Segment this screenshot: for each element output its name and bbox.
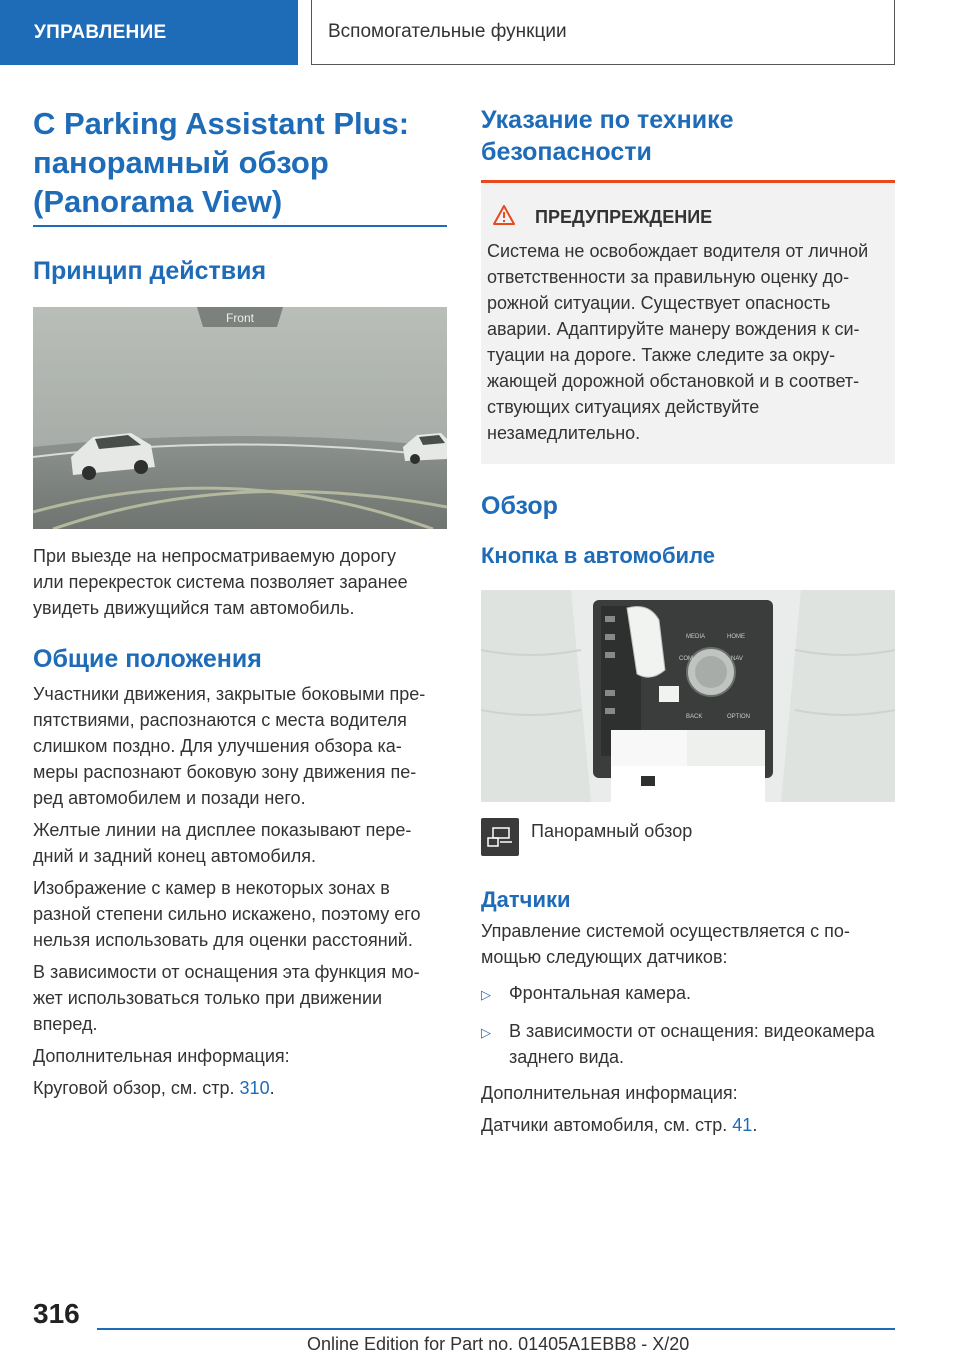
footer-rule: [97, 1328, 895, 1330]
button-legend: [481, 818, 895, 856]
general-para-3: Изображение с камер в некоторых зонах в разной степени сильно искажено, поэтому его нельзя использовать для оценки расстояний.: [33, 877, 421, 950]
button-caption: Панорамный обзор: [531, 821, 693, 841]
chapter-tab: [311, 0, 895, 65]
warning-label: ПРЕДУПРЕЖДЕНИЕ: [535, 207, 713, 227]
list-item: ▷ В зависимости от оснащения: видеокамера заднего вида.: [481, 1018, 895, 1070]
overview-heading: Обзор: [481, 492, 558, 520]
warning-text: Система не освобождает водителя от личной ответственности за правильную оценку до- рожной ситуации. Существует опасность аварии. Адаптируйте манеру вождения к си- туации на дороге. Также следите за окру- жающей дорожной обстановкой и в соответ- ствующих ситуациях действуйте незамедлительно.: [487, 241, 869, 443]
edition-text: Online Edition for Part no. 01405A1EBB8 - X/20: [307, 1334, 690, 1354]
console-back: BACK: [686, 714, 703, 720]
console-home: HOME: [727, 634, 745, 640]
section-tab: [0, 0, 298, 65]
general-para-4: В зависимости от оснащения эта функция мо- жет использоваться только при движении вперед.: [33, 961, 420, 1034]
title-line-1: С Parking Assistant Plus:: [33, 106, 410, 141]
bullet-triangle-icon: ▷: [481, 1025, 491, 1040]
title-rule: [33, 225, 447, 227]
page-link-41[interactable]: 41: [732, 1115, 753, 1135]
safety-heading: Указание по технике безопасности: [481, 106, 734, 166]
front-label: Front: [225, 310, 255, 325]
camera-view-image: [33, 307, 447, 529]
section-title: УПРАВЛЕНИЕ: [34, 21, 167, 43]
right-column: [481, 104, 895, 1138]
left-column: [33, 104, 447, 1101]
bullet-triangle-icon: ▷: [481, 987, 491, 1002]
list-item: ▷ Фронтальная камера.: [481, 980, 895, 1008]
warning-triangle-icon: [493, 205, 523, 230]
camera-view-illustration: [33, 307, 447, 529]
panorama-view-button-icon: [481, 818, 519, 856]
principle-text: При выезде на непросматриваемую дорогу или перекресток система позволяет заранее увидеть движущийся там автомобиль.: [33, 545, 408, 618]
chapter-title: Вспомогательные функции: [328, 21, 567, 42]
page-title: [33, 104, 447, 221]
cross-reference: Круговой обзор, см. стр. 310.: [33, 1077, 275, 1098]
sensors-intro: Управление системой осуществляется с по- мощью следующих датчиков:: [481, 921, 850, 967]
center-console-illustration: [481, 590, 895, 802]
button-heading: Кнопка в автомобиле: [481, 543, 715, 568]
warning-box: [481, 180, 895, 464]
console-option: OPTION: [727, 714, 751, 720]
principle-heading: Принцип действия: [33, 256, 267, 285]
warning-header: [487, 205, 889, 230]
title-line-3: (Panorama View): [33, 184, 283, 219]
cross-reference: Датчики автомобиля, см. стр. 41.: [481, 1115, 758, 1135]
console-media: MEDIA: [686, 634, 706, 640]
console-nav: NAV: [731, 656, 743, 662]
more-info-label: Дополнительная информация:: [33, 1045, 290, 1066]
general-para-2: Желтые линии на дисплее показывают пере- дний и задний конец автомобиля.: [33, 819, 412, 866]
general-heading: Общие положения: [33, 644, 262, 673]
page-number: 316: [33, 1298, 80, 1329]
console-image: [481, 590, 895, 802]
title-line-2: панорамный обзор: [33, 145, 329, 180]
page-link-310[interactable]: 310: [239, 1077, 270, 1098]
console-com: COM: [679, 656, 693, 662]
sensors-heading: Датчики: [481, 887, 571, 912]
general-para-1: Участники движения, закрытые боковыми пре- пятствиями, распознаются с места водителя слишком поздно. Для улучшения обзора ка- меры распознают боковую зону движения пе- ред автомобилем и позади него.: [33, 683, 426, 808]
more-info-label: Дополнительная информация:: [481, 1083, 738, 1103]
